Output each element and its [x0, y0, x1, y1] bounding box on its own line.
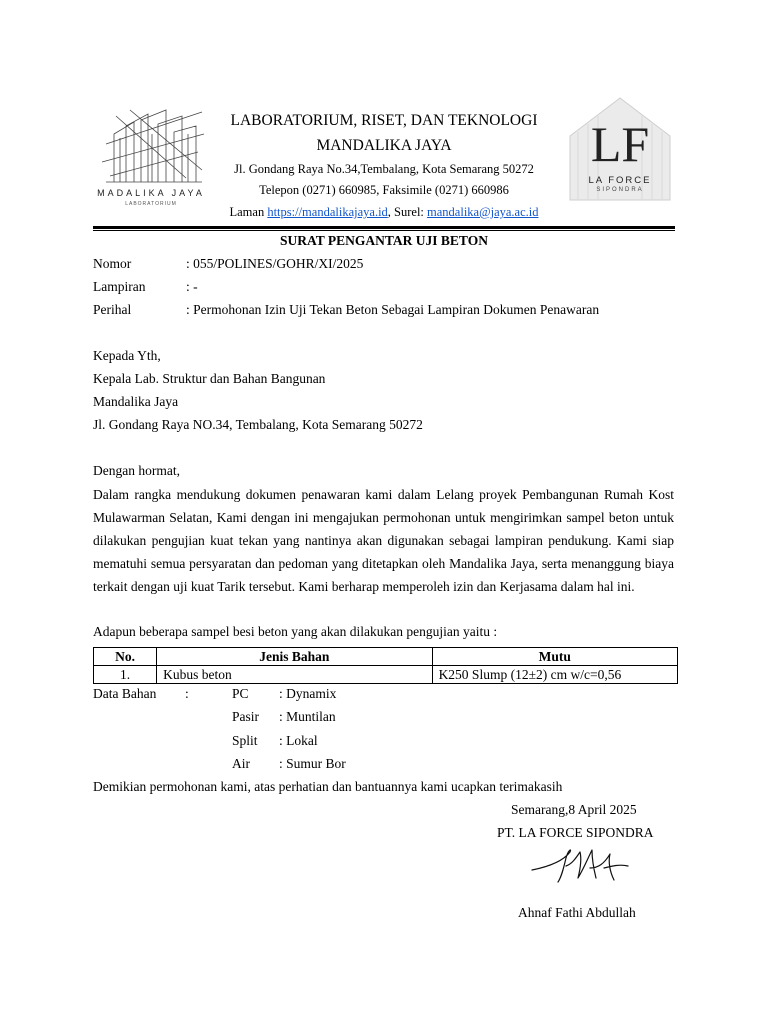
data-bahan-label: Data Bahan [93, 686, 157, 701]
column-header-no: No. [94, 648, 157, 666]
email-link[interactable]: mandalika@jaya.ac.id [427, 205, 539, 219]
website-link[interactable]: https://mandalikajaya.id [267, 205, 388, 219]
perihal-value: : Permohonan Izin Uji Tekan Beton Sebagai Lampiran Dokumen Penawaran [186, 302, 600, 317]
body-paragraph: Dalam rangka mendukung dokumen penawaran kami dalam Lelang proyek Pembangunan Rumah Kost Mulawarman Selatan, Kami dengan ini mengajukan permohonan untuk mengirimkan sampel beton untuk dilakukan pengujian kuat tekan yang nantinya akan digunakan sebagai lampiran pendukung. Kami siap mematuhi semua persyaratan dan pedoman yang ditetapkan oleh Mandalika Jaya, serta menanggung biaya terkait dengan uji kuat Tarik tersebut. Kami berharap memperoleh izin dan Kerjasama dalam hal ini. [93, 487, 674, 594]
material-value: : Muntilan [279, 709, 336, 724]
header-divider-thick [93, 226, 675, 229]
left-logo-name: MADALIKA JAYA [97, 188, 205, 198]
la-force-logo [568, 96, 672, 202]
material-name: Air [232, 756, 250, 771]
material-value: : Dynamix [279, 686, 337, 701]
recipient-line: Kepala Lab. Struktur dan Bahan Bangunan [93, 371, 326, 386]
recipient-line: Mandalika Jaya [93, 394, 179, 409]
org-address: Jl. Gondang Raya No.34,Tembalang, Kota Semarang 50272 [234, 162, 534, 176]
header-divider-thin [93, 230, 675, 231]
document-title: SURAT PENGANTAR UJI BETON [280, 233, 488, 248]
org-contact [216, 205, 552, 220]
lampiran-value: : - [186, 279, 198, 294]
mandalika-logo [86, 104, 216, 210]
column-header-jenis-bahan: Jenis Bahan [157, 648, 432, 666]
data-bahan-colon: : [185, 686, 189, 701]
column-header-mutu: Mutu [432, 648, 677, 666]
closing-text: Demikian permohonan kami, atas perhatian dan bantuannya kami ucapkan terimakasih [93, 779, 563, 794]
right-logo-name: LA FORCE [588, 175, 652, 186]
cell-mutu: K250 Slump (12±2) cm w/c=0,56 [432, 666, 677, 684]
table-intro: Adapun beberapa sampel besi beton yang akan dilakukan pengujian yaitu : [93, 624, 498, 639]
right-logo-subtext: SIPONDRA [596, 187, 644, 193]
signature-icon [528, 842, 632, 890]
signature [528, 842, 632, 890]
cell-no: 1. [94, 666, 157, 684]
material-name: PC [232, 686, 249, 701]
laman-label: Laman [229, 205, 268, 219]
nomor-value: : 055/POLINES/GOHR/XI/2025 [186, 256, 364, 271]
recipient-line: Jl. Gondang Raya NO.34, Tembalang, Kota Semarang 50272 [93, 417, 423, 432]
org-name-line1: LABORATORIUM, RISET, DAN TEKNOLOGI [230, 112, 538, 129]
lampiran-label: Lampiran [93, 279, 146, 294]
table-row [94, 666, 678, 684]
nomor-label: Nomor [93, 256, 132, 271]
left-logo-subtext: LABORATORIUM [125, 201, 177, 207]
table-header-row [94, 648, 678, 666]
cell-jenis-bahan: Kubus beton [157, 666, 432, 684]
recipient-line: Kepada Yth, [93, 348, 161, 363]
org-name-line2: MANDALIKA JAYA [316, 137, 452, 154]
company-name: PT. LA FORCE SIPONDRA [497, 825, 654, 840]
greeting: Dengan hormat, [93, 463, 180, 478]
perihal-label: Perihal [93, 302, 132, 317]
place-date: Semarang,8 April 2025 [511, 802, 637, 817]
surel-label: , Surel: [387, 205, 428, 219]
material-value: : Sumur Bor [279, 756, 346, 771]
material-value: : Lokal [279, 733, 318, 748]
right-logo-mark: LF [590, 116, 650, 172]
material-name: Pasir [232, 709, 259, 724]
material-name: Split [232, 733, 258, 748]
org-phone: Telepon (0271) 660985, Faksimile (0271) 660986 [259, 183, 509, 197]
samples-table [93, 647, 678, 684]
signer-name: Ahnaf Fathi Abdullah [518, 905, 636, 920]
